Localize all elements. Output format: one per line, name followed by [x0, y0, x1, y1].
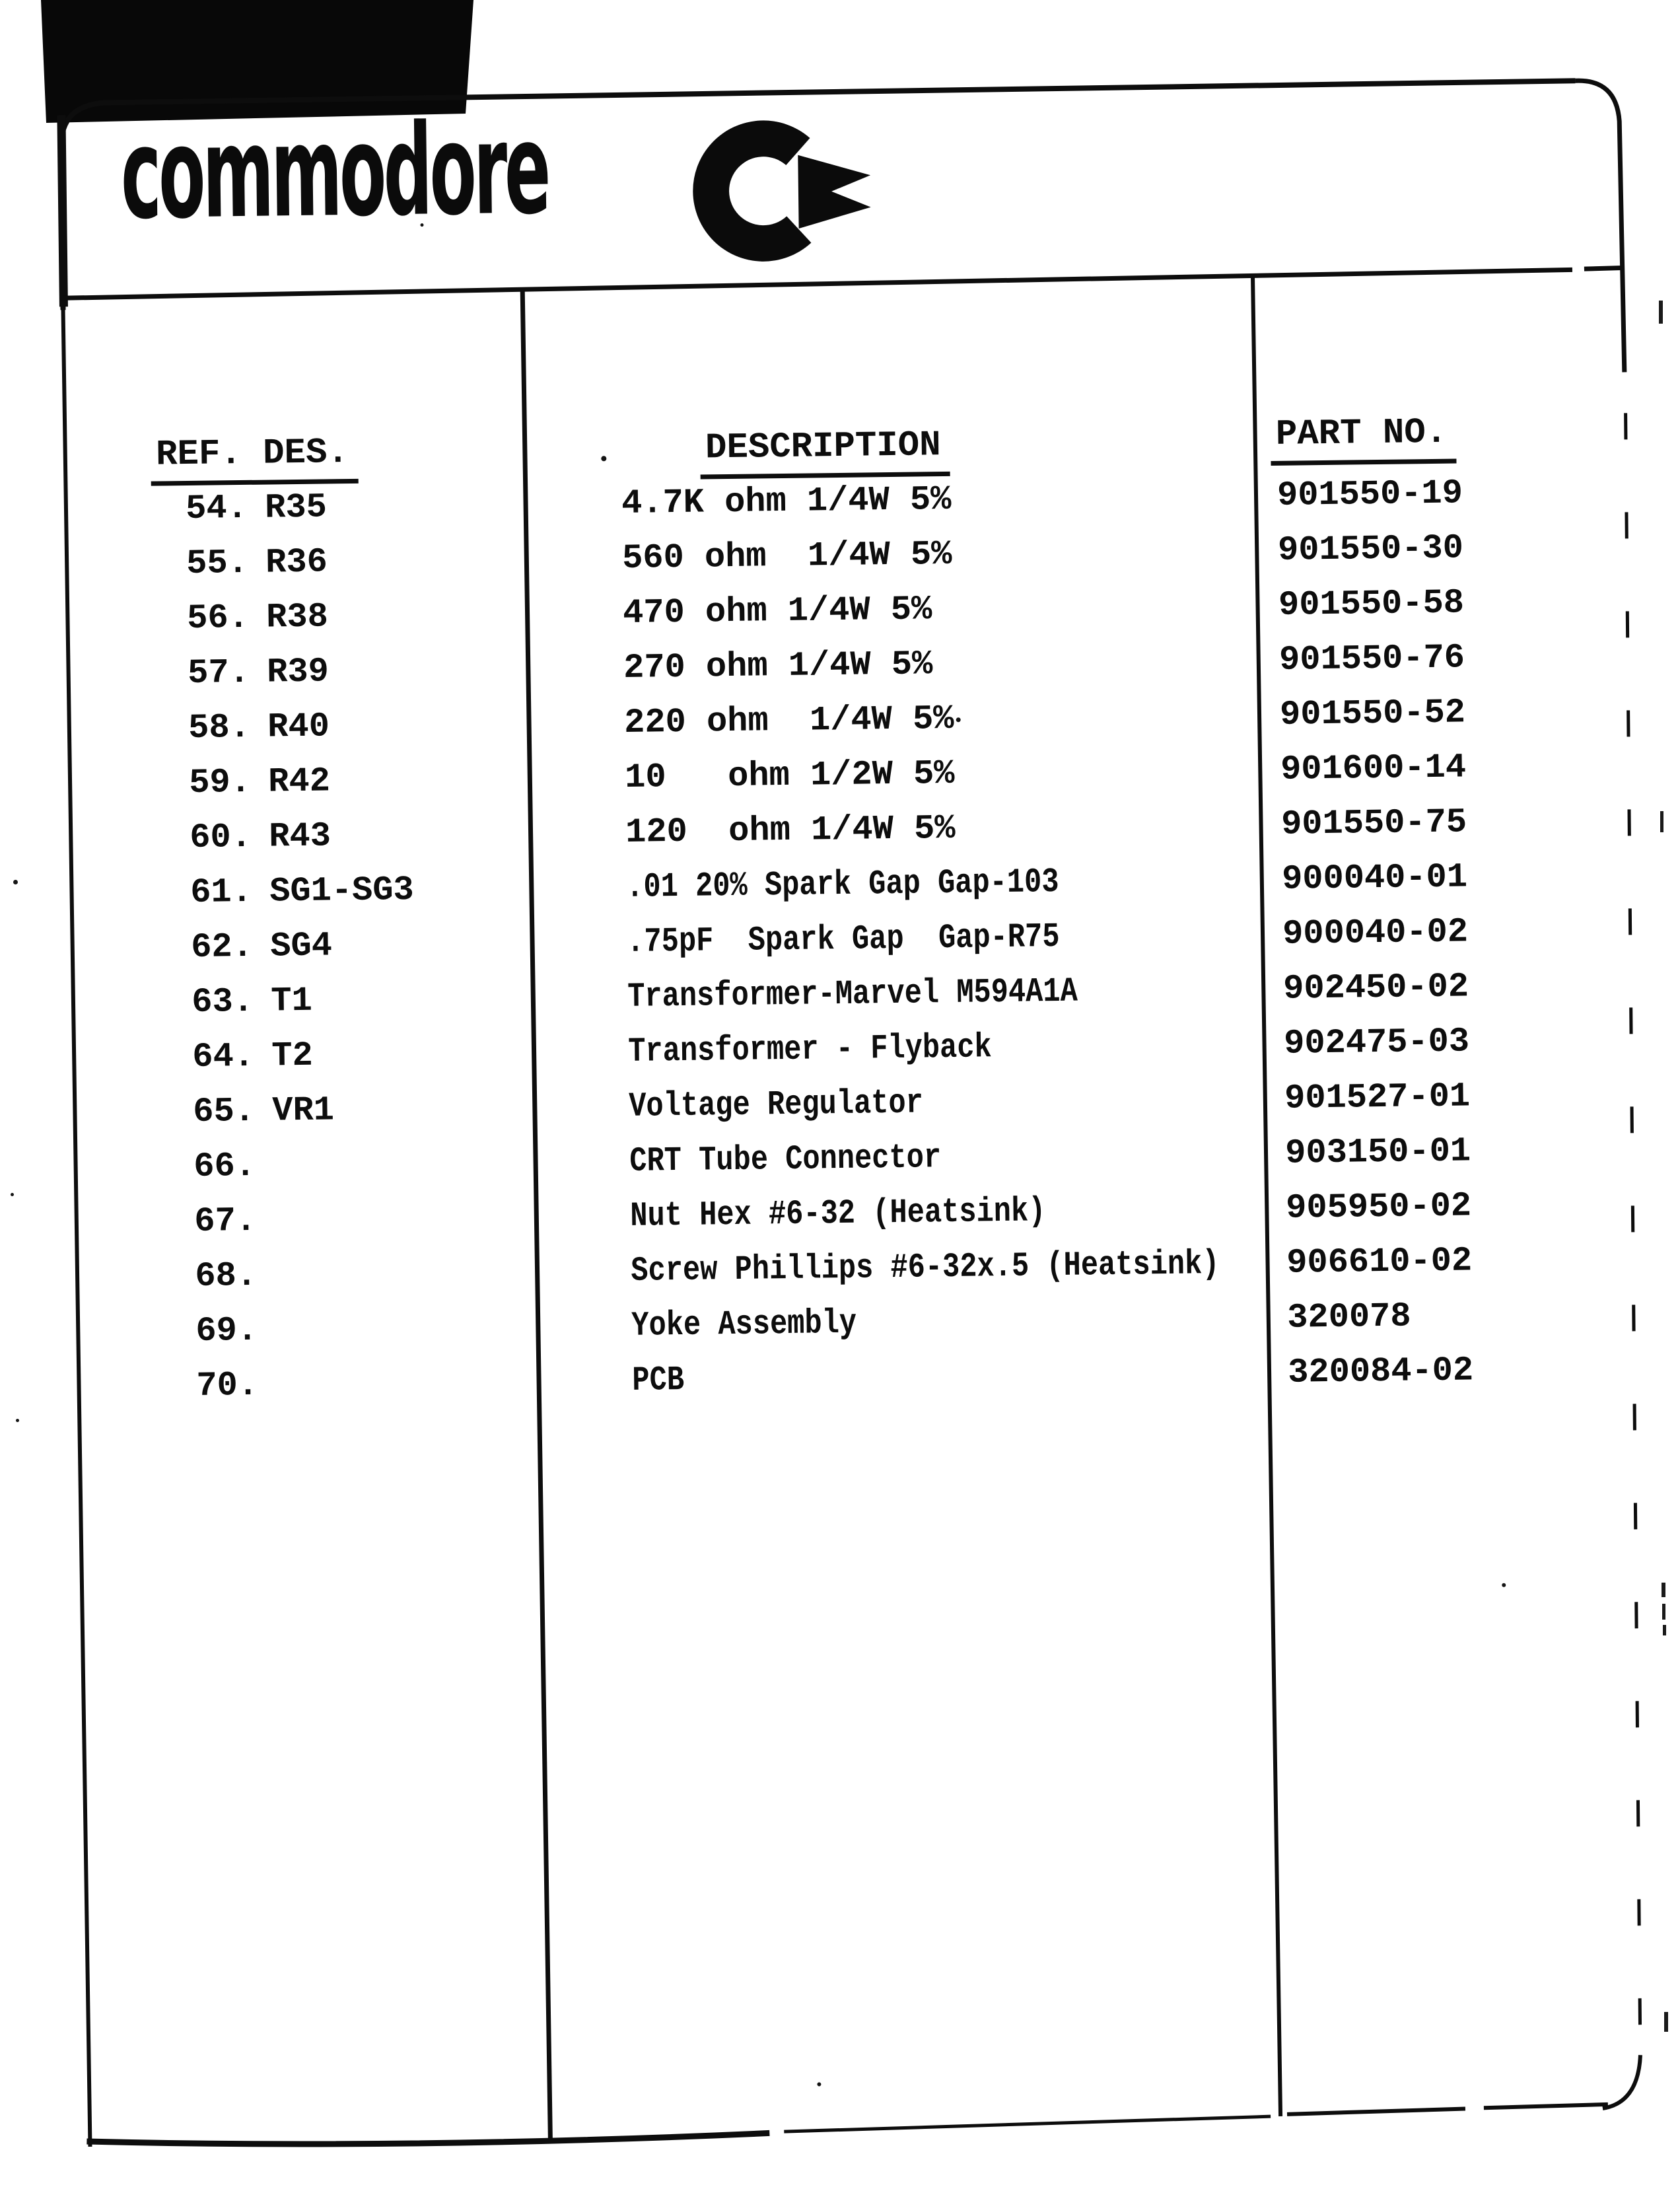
ref-designator: T1: [270, 981, 313, 1021]
description: 4.7K ohm 1/4W 5%: [621, 480, 952, 523]
ref-designator: R40: [267, 707, 330, 747]
part-number: 320084-02: [1287, 1351, 1474, 1392]
item-number: 68.: [195, 1256, 258, 1296]
description: 120 ohm 1/4W 5%: [625, 808, 956, 852]
description: Transformer - Flyback: [627, 1028, 993, 1071]
description: Transformer-Marvel M594A1A: [627, 972, 1078, 1017]
description: 10 ohm 1/2W 5%: [624, 754, 955, 797]
ref-designator: T2: [271, 1036, 314, 1076]
part-number: 901550-76: [1278, 638, 1465, 680]
description: CRT Tube Connector: [629, 1138, 942, 1181]
description: .01 20% Spark Gap Gap-103: [625, 862, 1059, 907]
description: 560 ohm 1/4W 5%: [621, 534, 952, 578]
item-number: 54.: [185, 488, 248, 529]
ref-designator: VR1: [271, 1091, 335, 1131]
description: Yoke Assembly: [631, 1303, 857, 1345]
part-number: 901550-75: [1280, 803, 1467, 844]
description: 470 ohm 1/4W 5%: [622, 590, 932, 633]
ref-designator: R39: [266, 652, 330, 692]
description: Screw Phillips #6-32x.5 (Heatsink): [630, 1244, 1220, 1291]
ref-designator: R42: [267, 762, 331, 802]
description: PCB: [632, 1360, 685, 1400]
part-number: 901550-19: [1277, 474, 1463, 515]
item-number: 65.: [192, 1091, 256, 1131]
item-number: 70.: [196, 1365, 259, 1406]
description: Nut Hex #6-32 (Heatsink): [629, 1192, 1046, 1236]
ref-designator: R38: [265, 597, 329, 637]
item-number: 69.: [195, 1310, 258, 1351]
description: .75pF Spark Gap Gap-R75: [626, 917, 1060, 962]
part-number: 901527-01: [1284, 1077, 1471, 1118]
item-number: 55.: [186, 543, 249, 584]
item-number: 63.: [191, 982, 254, 1022]
part-number: 900040-02: [1282, 912, 1469, 954]
item-number: 56.: [186, 598, 250, 639]
part-number: 905950-02: [1285, 1186, 1472, 1228]
column-header-ref-des: REF. DES.: [151, 435, 359, 486]
part-number: 901550-58: [1278, 583, 1465, 625]
item-number: 61.: [190, 872, 253, 912]
description: Voltage Regulator: [628, 1083, 924, 1126]
item-number: 67.: [194, 1201, 257, 1241]
item-number: 64.: [192, 1036, 255, 1077]
commodore-c-flag-logo-icon: [690, 113, 873, 266]
commodore-wordmark: commodore: [120, 96, 549, 248]
description: 270 ohm 1/4W 5%: [623, 645, 933, 688]
ref-designator: R35: [264, 487, 328, 528]
item-number: 62.: [190, 927, 254, 967]
ref-designator: SG4: [269, 926, 333, 966]
part-number: 906610-02: [1286, 1241, 1473, 1283]
part-number: 902450-02: [1282, 967, 1469, 1009]
item-number: 66.: [193, 1146, 256, 1186]
part-number: 903150-01: [1284, 1131, 1471, 1173]
part-number: 901550-30: [1277, 528, 1464, 570]
part-number: 902475-03: [1283, 1022, 1470, 1063]
part-number: 901600-14: [1280, 748, 1467, 789]
column-header-description: DESCRIPTION: [700, 428, 950, 480]
item-number: 57.: [187, 653, 250, 694]
ref-designator: R43: [268, 816, 332, 857]
ref-designator: R36: [265, 542, 328, 583]
part-number: 900040-01: [1281, 857, 1468, 899]
item-number: 59.: [188, 762, 252, 803]
item-number: 58.: [188, 707, 251, 748]
ref-designator: SG1-SG3: [269, 870, 415, 912]
part-number: 901550-52: [1279, 693, 1466, 735]
item-number: 60.: [189, 817, 252, 857]
description: 220 ohm 1/4W 5%: [623, 699, 954, 742]
column-header-part-no: PART NO.: [1271, 415, 1457, 466]
part-number: 320078: [1286, 1297, 1411, 1338]
